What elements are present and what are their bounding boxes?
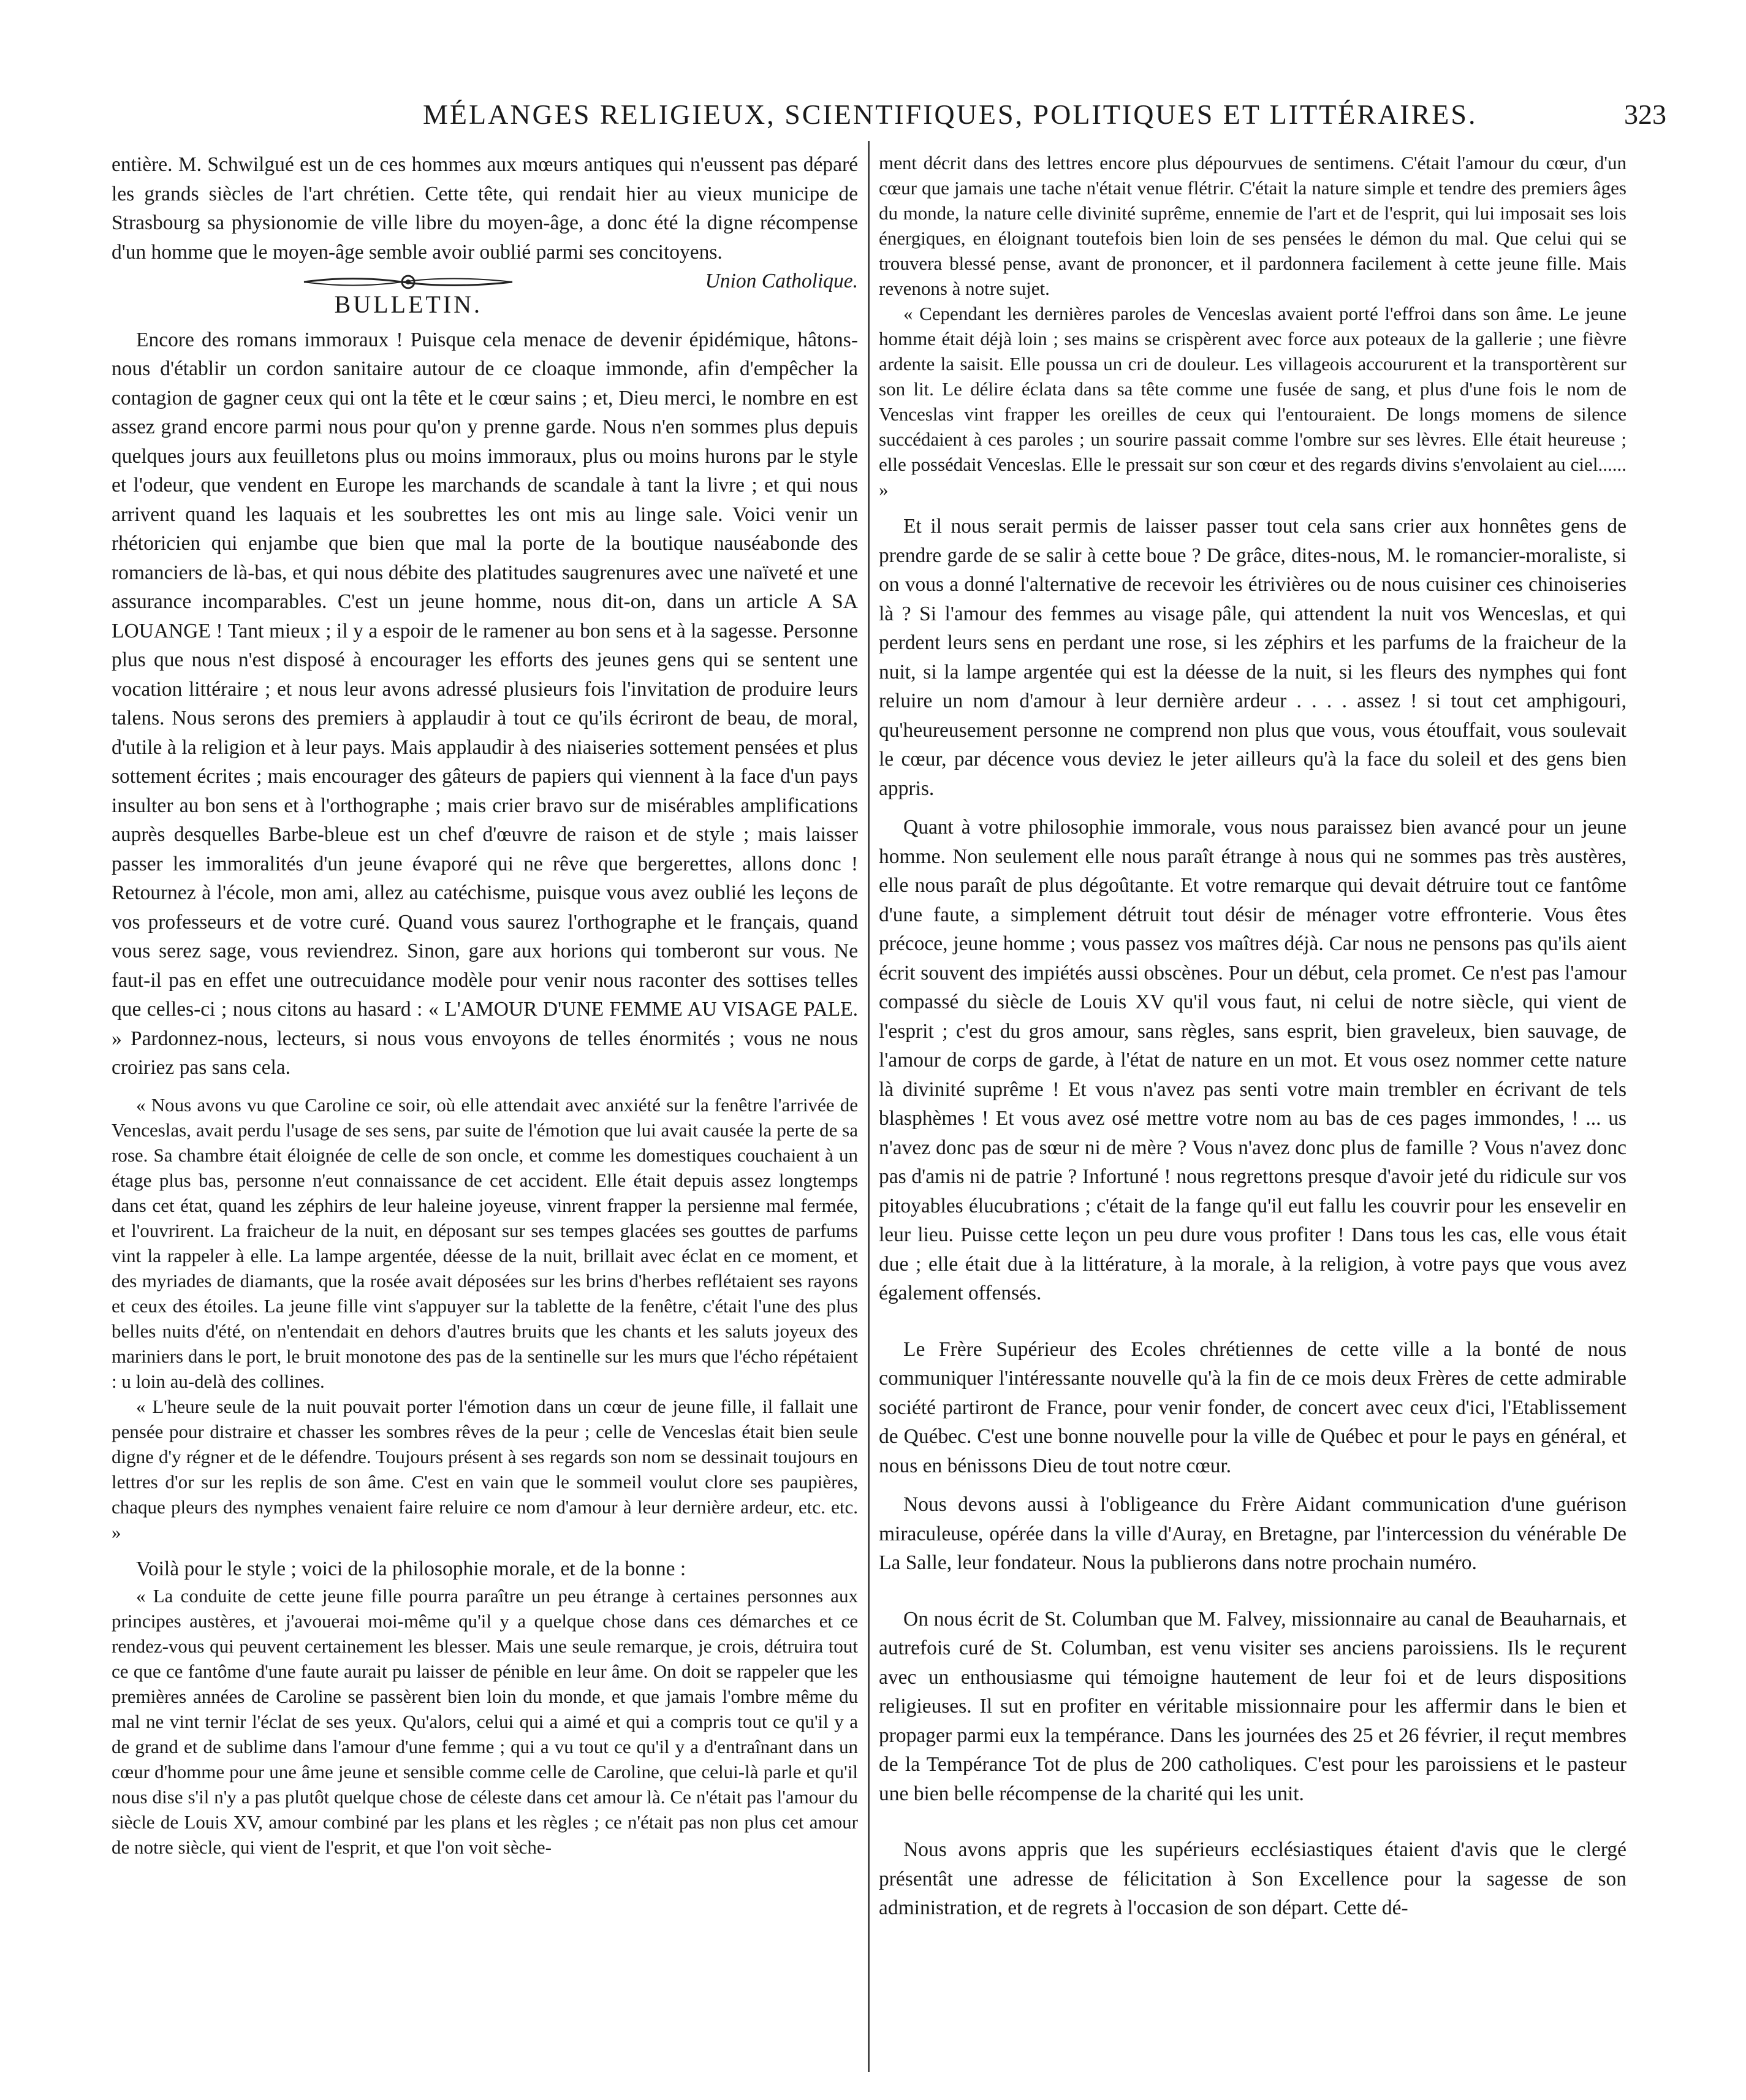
intro-text: entière. M. Schwilgué est un de ces hommes aux mœurs antiques qui n'eussent pas déparé les grands siècles de l'art chrétien. Cette tête, qui rendait hier au vieux municipe de Strasbourg sa physionomie de ville libre du moyen-âge, a donc été la digne récompense d'un homme que le moyen-âge semble avoir oublié parmi ses concitoyens. [112,153,858,264]
intro-paragraph [112,150,858,292]
news-item: Le Frère Supérieur des Ecoles chrétiennes de cette ville a la bonté de nous communiquer l'intéressante nouvelle qu'à la fin de ce mois deux Frères de cette admirable société partiront de France, pour venir fonder, de concert avec ceux d'ici, l'Etablissement de Québec. C'est une bonne nouvelle pour la ville de Québec et pour le pays en général, et nous en bénissons Dieu de tout notre cœur. [879,1337,1626,1477]
right-column [879,150,1626,1923]
news-item: On nous écrit de St. Columban que M. Falvey, missionnaire au canal de Beauharnais, et autrefois curé de St. Columban, est venu visiter ses anciens paroissiens. Ils le reçurent avec un enthousiasme qui témoigne hautement de leur foi et de leurs dispositions religieuses. Il sut en profiter en véritable missionnaire pour les affermir dans le bien et propager parmi eux la tempérance. Dans les journées des 25 et 26 février, il reçut membres de la Tempérance Tot de plus de 200 catholiques. C'est pour les paroissiens et le pasteur une bien belle récompense de la charité qui les unit. [879,1607,1626,1805]
page-number: 323 [1624,99,1666,130]
intro-signature: Union Catholique. [705,270,858,292]
article-paragraph: Et il nous serait permis de laisser passer tout cela sans crier aux honnêtes gens de prendre garde de se salir à cette boue ? De grâce, dites-nous, M. le romancier-moraliste, si on vous a donné l'alternative de recevoir les étrivières ou de nous cuisiner ces chinoiseries là ? Si l'amour des femmes au visage pâle, qui attendent la nuit vos Wenceslas, et qui perdent leurs sens en perdant une rose, si les zéphirs et les parfums de la fraicheur de la nuit, si la lampe argentée qui est la déesse de la nuit, si les fleurs des nymphes qui font reluire un nom d'amour à leur dernière ardeur . . . . assez ! si tout cet amphigouri, qu'heureusement personne ne comprend non plus que vous, vous étouffait, vous soulevait le cœur, par décence vous deviez le jeter ailleurs qu'à la face du soleil et des gens bien appris. [879,515,1626,800]
quoted-passage: « L'heure seule de la nuit pouvait porter l'émotion dans un cœur de jeune fille, il fallait une pensée pour distraire et chasser les sombres rêves de la peur ; celle de Venceslas était bien seule digne d'y régner et de le défendre. Toujours présent à ses regards son nom se dessinait toujours en lettres d'or sur les replis de son âme. C'est en vain que le sommeil voulut clore ses paupières, chaque pleurs des nymphes venaient faire reluire ce nom d'amour à leur dernière ardeur, etc. etc. » [112,1395,858,1543]
quoted-passage: « Cependant les dernières paroles de Venceslas avaient porté l'effroi dans son âme. Le jeune homme était déjà loin ; ses mains se crispèrent avec force aux poteaux de la gallerie ; une fièvre ardente la saisit. Elle poussa un cri de douleur. Les villageois accoururent et la transportèrent sur son lit. Le délire éclata dans sa tête comme une fusée de sang, et plus d'une fois le nom de Venceslas vint frapper les oreilles de ceux qui l'entouraient. De longs momens de silence succédaient à ces paroles ; un sourire passait comme l'ombre sur ses lèvres. Elle était heureuse ; elle possédait Venceslas. Elle le pressait sur son cœur et des regards divins s'envolaient au ciel...... » [879,303,1626,500]
page-header [74,98,1672,141]
article-paragraph: Voilà pour le style ; voici de la philosophie morale, et de la bonne : [136,1557,686,1580]
section-title: BULLETIN. [334,291,483,318]
column-divider [868,141,870,2072]
quoted-passage: « La conduite de cette jeune fille pourra paraître un peu étrange à certaines personnes aux principes austères, et j'avouerai moi-même qu'il y a quelque chose dans ces démarches et ce rendez-vous qui peuvent certainement les blesser. Mais une seule remarque, je crois, détruira tout ce que ce fantôme d'une faute aurait pu laisser de pénible en leur âme. On doit se rappeler que les premières années de Caroline se passèrent bien loin du monde, et que jamais l'ombre même du mal ne vint ternir l'éclat de ses yeux. Qu'alors, celui qui a aimé et qui a compris tout ce qu'il y a de grand et de sublime dans l'amour d'une femme ; qui a vu tout ce qu'il y a d'entraînant dans un cœur d'homme pour une âme jeune et sensible comme celle de Caroline, que celui-là parle et qu'il nous dise s'il n'y a pas plutôt quelque chose de céleste dans cet amour là. Ce n'était pas l'amour du siècle de Louis XV, amour combiné par les plans et les règles ; ce n'était pas non plus cet amour de notre siècle, qui vient de l'esprit, et que l'on voit sèche- [112,1585,858,1858]
quoted-passage: ment décrit dans des lettres encore plus dépourvues de sentimens. C'était l'amour du cœur, d'un cœur que jamais une tache n'était venue flétrir. C'était la nature simple et tendre des premiers âges du monde, la nature celle divinité suprême, ennemie de l'art et de l'esprit, qui lui imposait ses lois énergiques, en éloignant toutefois bien loin de ses pensées le démon du mal. Que celui qui se trouvera blessé pense, avant de prononcer, et il pardonnera facilement à cette jeune fille. Mais revenons à notre sujet. [879,152,1626,299]
news-item: Nous avons appris que les supérieurs ecclésiastiques étaient d'avis que le clergé présentât une adresse de félicitation à Son Excellence pour la sagesse de son administration, et de regrets à l'occasion de son départ. Cette dé- [879,1838,1626,1919]
left-column [112,150,858,1860]
article-paragraph: Encore des romans immoraux ! Puisque cela menace de devenir épidémique, hâtons-nous d'établir un cordon sanitaire autour de ce cloaque immonde, afin d'empêcher la contagion de gagner ceux qui ont la tête et le cœur sains ; et, Dieu merci, le nombre en est assez grand encore parmi nous pour qu'on y prenne garde. Nous n'en sommes plus depuis quelques jours aux feuilletons plus ou moins immoraux, plus ou moins hurons par le style et l'odeur, que vendent en Europe les marchands de scandale à tant la livre ; et qui nous arrivent quand les laquais et les soubrettes les ont mis au linge sale. Voici venir un rhétoricien qui enjambe que bien que mal la porte de la boutique nauséabonde des romanciers de là-bas, et qui nous débite des platitudes saugrenures avec une naïveté et une assurance incomparables. C'est un jeune homme, nous dit-on, dans un article A SA LOUANGE ! Tant mieux ; il y a espoir de le ramener au bon sens et à la sagesse. Personne plus que nous n'est disposé à encourager les efforts des jeunes gens qui se sentent une vocation littéraire ; et nous leur avons adressé plusieurs fois l'invitation de produire leurs talens. Nous serons des premiers à applaudir à tout ce qu'ils écriront de beau, de moral, d'utile à la religion et à leur pays. Mais applaudir à des niaiseries sottement pensées et plus sottement écrites ; mais encourager des gâteurs de papiers qui viennent à la face d'un pays insulter au bon sens et à l'orthographe ; mais crier bravo sur de misérables amplifications auprès desquelles Barbe-bleue est un chef d'œuvre de raison et de style ; mais laisser passer les immoralités d'un jeune évaporé qui ne rêve que bergerettes, allons donc ! Retournez à l'école, mon ami, allez au catéchisme, puisque vous avez oublié les leçons de vos professeurs et de votre curé. Quand vous saurez l'orthographe et le français, quand vous serez sage, vous reviendrez. Sinon, gare aux horions qui tomberont sur vous. Ne faut-il pas en effet une outrecuidance modèle pour venir nous raconter des sottises telles que celles-ci ; nous citons au hasard : « L'AMOUR D'UNE FEMME AU VISAGE PALE. » Pardonnez-nous, lecteurs, si nous vous envoyons de telles énormités ; vous ne nous croiriez pas sans cela. [112,328,858,1079]
quoted-passage: « Nous avons vu que Caroline ce soir, où elle attendait avec anxiété sur la fenêtre l'arrivée de Venceslas, avait perdu l'usage de ses sens, par suite de l'émotion que lui avait causée la perte de sa rose. Sa chambre était éloignée de celle de son oncle, et comme les domestiques couchaient à un étage plus bas, personne n'eut connaissance de cet accident. Elle était depuis assez longtemps dans cet état, quand les zéphirs de leur haleine joyeuse, vinrent frapper la persienne mal fermée, et l'ouvrirent. La fraicheur de la nuit, en déposant sur ses tempes glacées ses gouttes de parfums vint la rappeler à elle. La lampe argentée, déesse de la nuit, brillait avec éclat en ce moment, et des myriades de diamants, que la rosée avait déposées sur les brins d'herbes reflétaient ses rayons et ceux des étoiles. La jeune fille vint s'appuyer sur la tablette de la fenêtre, c'était l'une des plus belles nuits d'été, on n'entendait en dehors d'autres bruits que les chants et les saluts joyeux des mariniers dans le port, le bruit monotone des pas de la sentinelle sur les murs que l'écho répétaient : u loin au-delà des collines. [112,1094,858,1392]
news-item: Nous devons aussi à l'obligeance du Frère Aidant communication d'une guérison miraculeuse, opérée dans la ville d'Auray, en Bretagne, par l'intercession du vénérable De La Salle, leur fondateur. Nous la publierons dans notre prochain numéro. [879,1493,1626,1574]
article-paragraph: Quant à votre philosophie immorale, vous nous paraissez bien avancé pour un jeune homme. Non seulement elle nous paraît étrange à nous qui ne sommes pas très austères, elle nous paraît de plus dégoûtante. Et votre remarque qui devait détruire tout ce fantôme d'une faute, a simplement détruit tout désir de ménager votre effronterie. Vous êtes précoce, jeune homme ; vous passez vos maîtres déjà. Car nous ne pensons pas qu'ils aient écrit souvent des impiétés aussi obscènes. Pour un début, cela promet. Ce n'est pas l'amour compassé du siècle de Louis XV qu'il vous faut, ni celui de notre siècle, qui vient de l'esprit ; c'est du gros amour, sans règles, sans esprit, bien graveleux, bien sauvage, de l'amour de corps de garde, à l'état de nature en un mot. Et vous osez nommer cette nature là divinité suprême ! Et vous n'avez pas senti votre main trembler en écrivant de tels blasphèmes ! Et vous avez osé mettre votre nom au bas de ces pages immondes, ! ... us n'avez donc pas de sœur ni de mère ? Vous n'avez donc plus de famille ? Vous n'avez donc pas d'amis ni de patrie ? Infortuné ! nous regrettons presque d'avoir jeté du ridicule sur vos pitoyables élucubrations ; c'était de la fange qu'il eut fallu les couvrir pour les ensevelir en leur lieu. Puisse cette leçon un peu dure vous profiter ! Dans tous les cas, elle vous était due ; elle était due à la littérature, à la morale, à la religion, à votre pays que vous avez également offensés. [879,816,1626,1304]
running-title: MÉLANGES RELIGIEUX, SCIENTIFIQUES, POLITIQUES ET LITTÉRAIRES. [423,99,1478,130]
